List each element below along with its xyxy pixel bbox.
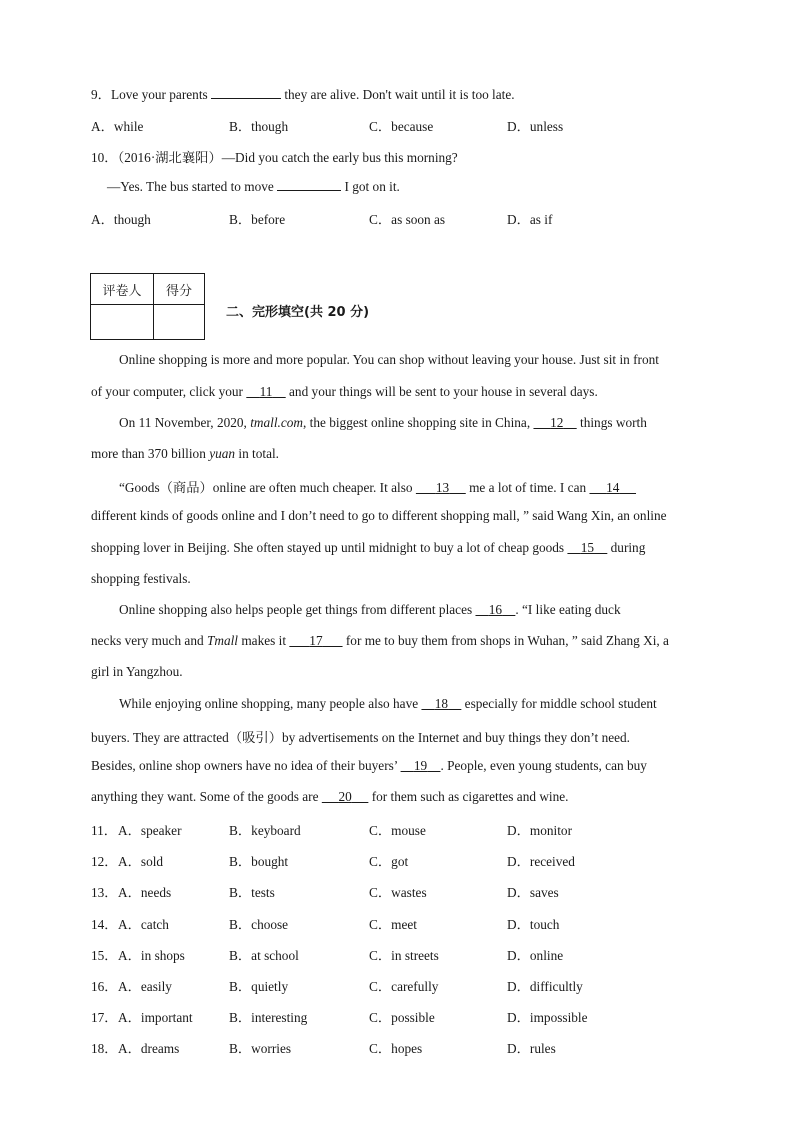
text-fragment: in total. xyxy=(238,446,279,461)
blank-17[interactable] xyxy=(289,633,342,648)
blank-number: 12 xyxy=(550,415,564,430)
question-option-d[interactable]: D．difficultly xyxy=(507,979,583,994)
passage-p5-line3 xyxy=(91,758,647,774)
question-option-c[interactable]: C．carefully xyxy=(369,979,439,994)
grader-cell[interactable] xyxy=(91,305,154,340)
question-10-stem: 10．（2016·湖北襄阳）—Did you catch the early bus this morning? xyxy=(91,150,458,165)
text-fragment: for me to buy them from shops in Wuhan, ” said Zhang Xi, a xyxy=(345,633,669,648)
text-fragment: during xyxy=(610,540,646,555)
blank-14[interactable] xyxy=(589,480,636,495)
question-number: 16． xyxy=(91,979,118,994)
blank-number: 18 xyxy=(434,696,449,711)
question-option-c[interactable]: C．in streets xyxy=(369,948,439,963)
question-option-a[interactable]: A．dreams xyxy=(118,1041,180,1056)
passage-p3-line1 xyxy=(119,477,636,496)
question-option-b[interactable]: B．at school xyxy=(229,948,299,963)
question-option-a[interactable]: A．speaker xyxy=(118,823,182,838)
blank-number: 19 xyxy=(413,758,428,773)
question-option-b[interactable]: B．worries xyxy=(229,1041,292,1056)
text-fragment: On 11 November, 2020, xyxy=(119,415,247,430)
blank-number: 17 xyxy=(309,633,323,648)
answer-blank-10[interactable] xyxy=(277,179,341,191)
blank-number: 13 xyxy=(435,480,450,495)
question-option-a[interactable]: A．sold xyxy=(118,854,164,869)
question-10-reply xyxy=(107,179,400,195)
passage-p3-line3 xyxy=(91,540,645,556)
q9-option-b: B．though xyxy=(229,119,289,134)
question-option-c[interactable]: C．hopes xyxy=(369,1041,423,1056)
blank-18[interactable] xyxy=(421,696,461,711)
score-cell[interactable] xyxy=(154,305,205,340)
text-fragment: , the biggest online shopping site in China, xyxy=(303,415,531,430)
question-option-a[interactable]: A．in shops xyxy=(118,948,185,963)
question-option-d[interactable]: D．saves xyxy=(507,885,559,900)
passage-p5-line2: buyers. They are attracted（吸引）by advertisements on the Internet and buy things they don’t need. xyxy=(91,730,630,745)
passage-p5-line1 xyxy=(119,696,657,712)
text-fragment: Online shopping also helps people get things from different places xyxy=(119,602,473,617)
blank-number: 15 xyxy=(580,540,595,555)
blank-12[interactable] xyxy=(533,415,576,430)
question-option-a[interactable]: A．important xyxy=(118,1010,193,1025)
blank-number: 14 xyxy=(606,480,620,495)
text-fragment: . “I like eating duck xyxy=(515,602,621,617)
question-option-d[interactable]: D．rules xyxy=(507,1041,556,1056)
text-fragment: for them such as cigarettes and wine. xyxy=(371,789,569,804)
question-option-d[interactable]: D．online xyxy=(507,948,564,963)
text-fragment: me a lot of time. I can xyxy=(469,480,587,495)
text-fragment: especially for middle school student xyxy=(464,696,657,711)
passage-p3-line4: shopping festivals. xyxy=(91,571,191,586)
text-fragment: things worth xyxy=(580,415,647,430)
passage-p1-line1: Online shopping is more and more popular. You can shop without leaving your house. Just sit in front xyxy=(119,352,659,367)
question-option-b[interactable]: B．tests xyxy=(229,885,275,900)
passage-p1-line2 xyxy=(91,384,598,400)
q9-option-a: A．while xyxy=(91,119,144,134)
q10-option-d: D．as if xyxy=(507,212,553,227)
blank-13[interactable] xyxy=(416,480,466,495)
q9-option-d: D．unless xyxy=(507,119,564,134)
q10-reply-part1: —Yes. The bus started to move xyxy=(107,179,274,194)
question-number: 13． xyxy=(91,885,118,900)
blank-number: 11 xyxy=(259,384,273,399)
text-fragment: necks very much and xyxy=(91,633,204,648)
text-fragment: While enjoying online shopping, many people also have xyxy=(119,696,419,711)
answer-blank-9[interactable] xyxy=(211,87,281,99)
passage-p2-line1 xyxy=(119,415,647,431)
blank-number: 20 xyxy=(338,789,352,804)
passage-p4-line1 xyxy=(119,602,621,618)
question-option-d[interactable]: D．touch xyxy=(507,917,560,932)
passage-p5-line4 xyxy=(91,789,569,805)
blank-20[interactable] xyxy=(322,789,369,804)
question-option-c[interactable]: C．wastes xyxy=(369,885,427,900)
text-fragment: of your computer, click your xyxy=(91,384,243,399)
question-option-d[interactable]: D．monitor xyxy=(507,823,573,838)
question-number: 14． xyxy=(91,917,118,932)
text-fragment: more than 370 billion xyxy=(91,446,206,461)
section-title: 二、完形填空(共 20 分) xyxy=(226,305,370,320)
question-option-a[interactable]: A．easily xyxy=(118,979,172,994)
question-number: 17． xyxy=(91,1010,118,1025)
question-option-a[interactable]: A．needs xyxy=(118,885,172,900)
question-number: 11． xyxy=(91,823,118,838)
question-number: 12． xyxy=(91,854,118,869)
question-9-stem xyxy=(91,84,515,103)
question-option-b[interactable]: B．choose xyxy=(229,917,289,932)
blank-15[interactable] xyxy=(567,540,607,555)
q9-stem-part2: they are alive. Don't wait until it is too late. xyxy=(284,87,515,102)
q10-option-c: C．as soon as xyxy=(369,212,446,227)
question-option-b[interactable]: B．interesting xyxy=(229,1010,308,1025)
text-fragment: makes it xyxy=(241,633,287,648)
question-option-b[interactable]: B．quietly xyxy=(229,979,289,994)
passage-p3-line2: different kinds of goods online and I don’t need to go to different shopping mall, ” said Wang Xin, an online xyxy=(91,508,667,523)
blank-11[interactable] xyxy=(246,384,285,399)
text-fragment: and your things will be sent to your house in several days. xyxy=(289,384,598,399)
q10-reply-part2: I got on it. xyxy=(344,179,400,194)
passage-p4-line3: girl in Yangzhou. xyxy=(91,664,183,679)
site-name: tmall.com xyxy=(250,415,303,430)
score-table-grader-header: 评卷人 xyxy=(91,274,154,305)
blank-number: 16 xyxy=(488,602,503,617)
text-fragment: “Goods（商品）online are often much cheaper. It also xyxy=(119,480,413,495)
passage-p4-line2 xyxy=(91,633,669,649)
q9-stem-part1: 9．Love your parents xyxy=(91,87,208,102)
q10-option-a: A．though xyxy=(91,212,151,227)
question-number: 15． xyxy=(91,948,118,963)
blank-16[interactable] xyxy=(475,602,515,617)
question-option-c[interactable]: C．meet xyxy=(369,917,418,932)
text-fragment: shopping lover in Beijing. She often stayed up until midnight to buy a lot of cheap goods xyxy=(91,540,565,555)
question-option-a[interactable]: A．catch xyxy=(118,917,169,932)
question-option-c[interactable]: C．mouse xyxy=(369,823,426,838)
blank-19[interactable] xyxy=(401,758,441,773)
brand-name: Tmall xyxy=(206,633,238,648)
passage-p2-line2 xyxy=(91,446,279,462)
q9-option-c: C．because xyxy=(369,119,434,134)
question-option-b[interactable]: B．keyboard xyxy=(229,823,301,838)
question-option-d[interactable]: D．impossible xyxy=(507,1010,588,1025)
q10-option-b: B．before xyxy=(229,212,286,227)
question-option-c[interactable]: C．possible xyxy=(369,1010,435,1025)
text-fragment: anything they want. Some of the goods are xyxy=(91,789,319,804)
question-number: 18． xyxy=(91,1041,118,1056)
question-option-b[interactable]: B．bought xyxy=(229,854,289,869)
question-option-d[interactable]: D．received xyxy=(507,854,575,869)
text-fragment: . People, even young students, can buy xyxy=(440,758,647,773)
score-table xyxy=(90,273,205,340)
question-option-c[interactable]: C．got xyxy=(369,854,409,869)
score-table-score-header: 得分 xyxy=(154,274,205,305)
currency-word: yuan xyxy=(209,446,236,461)
text-fragment: Besides, online shop owners have no idea of their buyers’ xyxy=(91,758,398,773)
